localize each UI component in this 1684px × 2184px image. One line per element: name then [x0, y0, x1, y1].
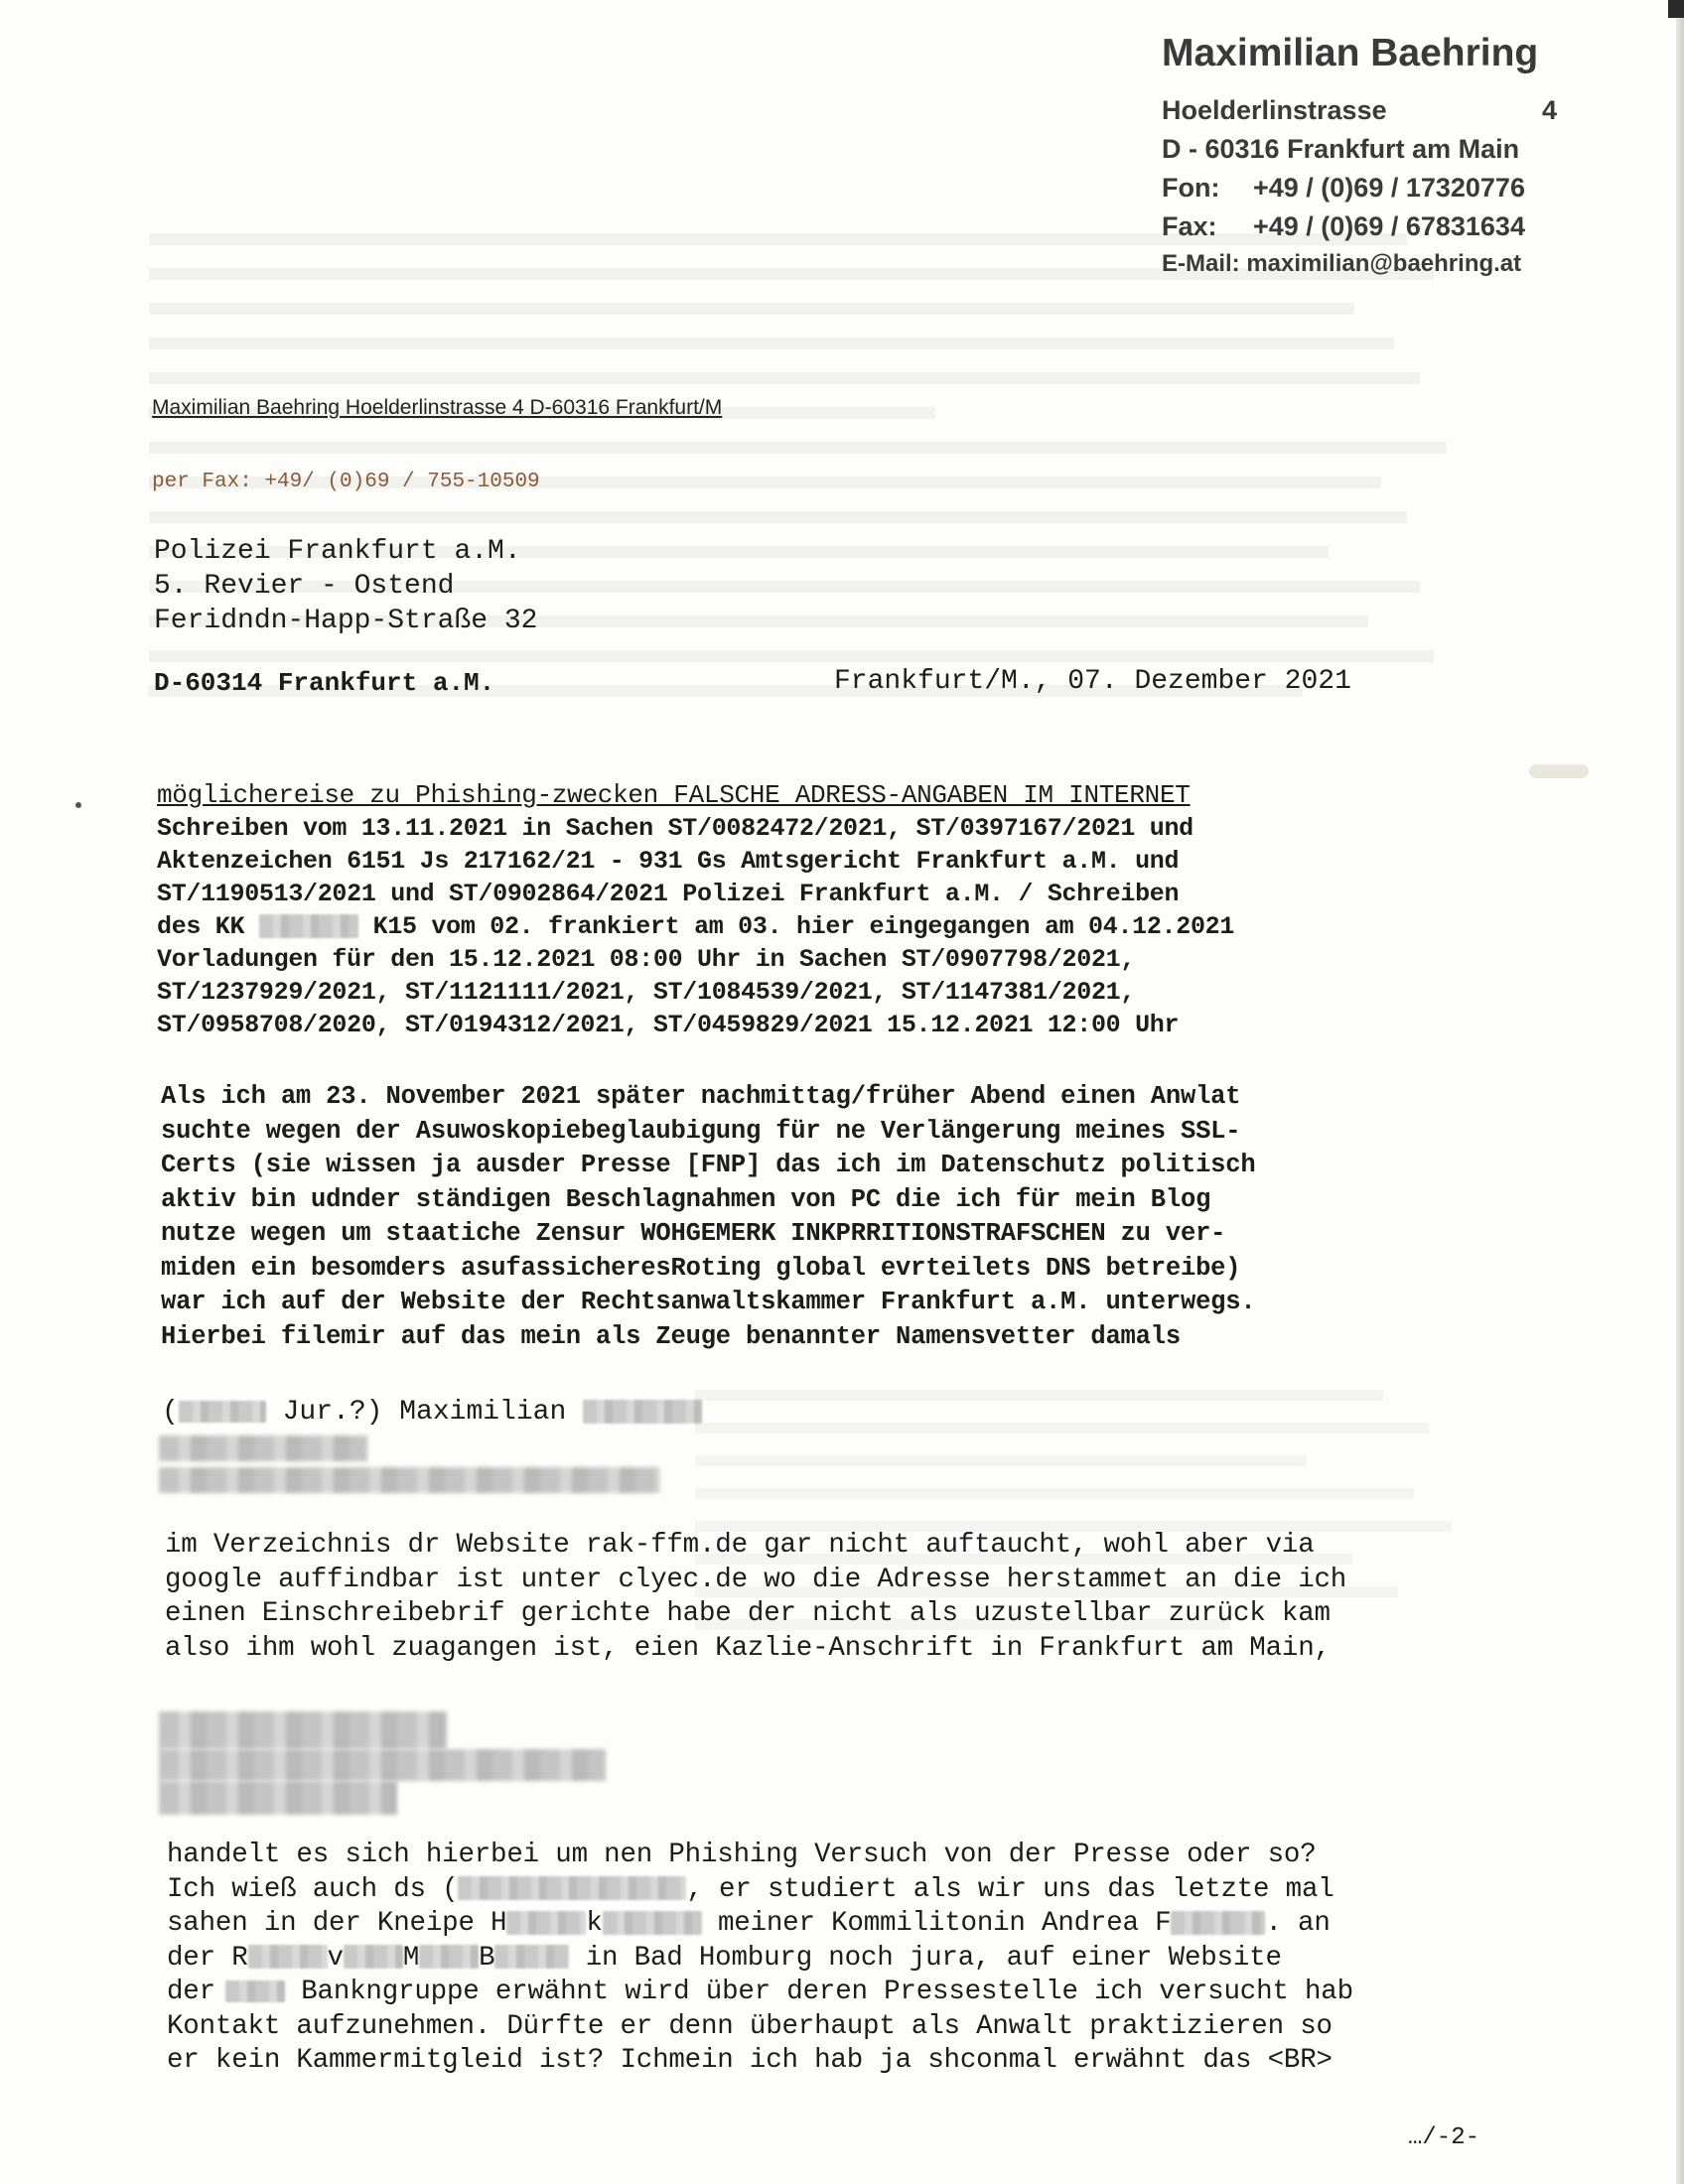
subject-line: [157, 910, 1234, 943]
redaction: [225, 1980, 285, 2002]
subject-title: möglichereise zu Phishing-zwecken FALSCHE ADRESS-ANGABEN IM INTERNET: [157, 780, 1191, 810]
paragraph-3: [167, 1839, 1353, 2079]
redaction: [1171, 1911, 1265, 1935]
redacted-address-block: [159, 1711, 447, 1749]
body-line: [167, 1942, 1353, 1977]
redaction: [494, 1945, 569, 1969]
redacted-address-line: [159, 1435, 367, 1461]
body-line: im Verzeichnis dr Website rak-ffm.de gar nicht auftaucht, wohl aber via: [165, 1530, 1315, 1561]
letterhead-fax-label: Fax:: [1162, 211, 1217, 241]
body-text: Bankngruppe erwähnt wird über deren Pressestelle ich versucht hab: [284, 1977, 1353, 2007]
letter-date: Frankfurt/M., 07. Dezember 2021: [834, 666, 1351, 697]
body-line: aktiv bin udnder ständigen Beschlagnahmen von PC die ich für mein Blog: [161, 1184, 1211, 1214]
paper-smudge: [1529, 764, 1589, 778]
letterhead-street: Hoelderlinstrasse: [1162, 95, 1387, 125]
name-text: (: [162, 1397, 179, 1428]
paragraph-2: [165, 1529, 1346, 1666]
body-line: google auffindbar ist unter clyec.de wo die Adresse herstammet an die ich: [165, 1564, 1347, 1595]
letterhead: [1162, 32, 1559, 289]
subject-line: ST/0958708/2020, ST/0194312/2021, ST/0459829/2021 15.12.2021 12:00 Uhr: [157, 1011, 1180, 1039]
redaction: [179, 1401, 266, 1423]
scan-corner-mark: [1668, 0, 1684, 18]
body-line: nutze wegen um staatiche Zensur WOHGEMERK INKPRRITIONSTRAFSCHEN zu ver-: [161, 1219, 1226, 1248]
redacted-address-line: [159, 1467, 660, 1493]
recipient-address: [154, 534, 537, 638]
letterhead-fax: +49 / (0)69 / 67831634: [1253, 211, 1525, 241]
body-text: v: [327, 1942, 344, 1974]
sender-return-address: Maximilian Baehring Hoelderlinstrasse 4 D-60316 Frankfurt/M: [152, 396, 723, 419]
body-text: , er studiert als wir uns das letzte mal: [686, 1873, 1334, 1905]
letterhead-fon: +49 / (0)69 / 17320776: [1253, 173, 1525, 203]
redaction: [583, 1400, 702, 1424]
body-text: der R: [167, 1942, 248, 1974]
redaction: [506, 1911, 586, 1935]
body-line: miden ein besomders asufassicheresRoting global evrteilets DNS betreibe): [161, 1253, 1241, 1283]
body-line: [167, 1976, 1353, 2010]
body-text: meiner Kommilitonin Andrea F: [701, 1908, 1172, 1939]
subject-line: Vorladungen für den 15.12.2021 08:00 Uhr in Sachen ST/0907798/2021,: [157, 945, 1136, 974]
letterhead-house-number: 4: [1541, 95, 1557, 125]
body-line: Kontakt aufzunehmen. Dürfte er denn überhaupt als Anwalt praktizieren so: [167, 2010, 1333, 2042]
letterhead-street-line: [1162, 95, 1559, 134]
page-continuation-marker: …/-2-: [1408, 2124, 1480, 2151]
body-text: . an: [1265, 1908, 1331, 1939]
recipient-city: D-60314 Frankfurt a.M.: [154, 668, 495, 698]
recipient-line: Polizei Frankfurt a.M.: [154, 536, 521, 567]
body-line: [167, 1873, 1353, 1908]
body-line: also ihm wohl zuagangen ist, eien Kazlie-Anschrift in Frankfurt am Main,: [165, 1632, 1331, 1664]
letterhead-fon-line: [1162, 173, 1559, 211]
body-line: war ich auf der Website der Rechtsanwaltskammer Frankfurt a.M. unterwegs.: [161, 1288, 1256, 1316]
page-edge: [1676, 0, 1684, 2184]
subject-line: Aktenzeichen 6151 Js 217162/21 - 931 Gs Amtsgericht Frankfurt a.M. und: [157, 847, 1180, 876]
ink-dot: [75, 802, 81, 808]
redaction: [419, 1945, 479, 1969]
redaction: [458, 1876, 686, 1900]
redaction: [259, 914, 358, 938]
body-line: Hierbei filemir auf das mein als Zeuge benannter Namensvetter damals: [161, 1321, 1181, 1351]
letterhead-email: E-Mail: maximilian@baehring.at: [1162, 250, 1522, 277]
letterhead-fon-label: Fon:: [1162, 173, 1220, 203]
body-line: [167, 1907, 1353, 1942]
body-line: Als ich am 23. November 2021 später nachmittag/früher Abend einen Anwlat: [161, 1082, 1241, 1111]
subject-text: K15 vom 02. frankiert am 03. hier eingegangen am 04.12.2021: [372, 912, 1235, 941]
redaction: [603, 1911, 702, 1935]
name-text: Jur.?) Maximilian: [265, 1397, 584, 1428]
subject-text: des KK: [157, 912, 245, 941]
body-text: B: [479, 1942, 495, 1974]
body-text: k: [586, 1908, 603, 1939]
body-text: sahen in der Kneipe H: [167, 1908, 507, 1939]
subject-line: ST/1190513/2021 und ST/0902864/2021 Polizei Frankfurt a.M. / Schreiben: [157, 880, 1180, 908]
redaction: [344, 1945, 403, 1969]
body-text: der: [167, 1977, 215, 2007]
body-line: suchte wegen der Asuwoskopiebeglaubigung für ne Verlängerung meines SSL-: [161, 1116, 1241, 1146]
paragraph-1: [161, 1080, 1255, 1354]
body-line: handelt es sich hierbei um nen Phishing Versuch von der Presse oder so?: [167, 1840, 1317, 1870]
body-line: Certs (sie wissen ja ausder Presse [FNP] das ich im Datenschutz politisch: [161, 1151, 1256, 1179]
recipient-line: Feridndn-Happ-Straße 32: [154, 606, 538, 636]
letterhead-fax-line: [1162, 211, 1559, 250]
redacted-address-block: [159, 1749, 606, 1781]
body-line: er kein Kammermitgleid ist? Ichmein ich hab ja shconmal erwähnt das <BR>: [167, 2045, 1333, 2076]
body-text: M: [402, 1942, 420, 1974]
subject-line: Schreiben vom 13.11.2021 in Sachen ST/0082472/2021, ST/0397167/2021 und: [157, 814, 1193, 843]
body-text: in Bad Homburg noch jura, auf einer Website: [569, 1942, 1282, 1974]
letterhead-city: D - 60316 Frankfurt am Main: [1162, 134, 1520, 164]
body-text: Ich wieß auch ds (: [167, 1873, 459, 1905]
witness-name-line: [162, 1397, 702, 1428]
recipient-line: 5. Revier - Ostend: [154, 571, 455, 602]
redaction: [248, 1945, 328, 1969]
body-line: einen Einschreibebrif gerichte habe der nicht als uzustellbar zurück kam: [165, 1598, 1331, 1629]
redacted-address-block: [159, 1781, 397, 1815]
fax-number-line: per Fax: +49/ (0)69 / 755-10509: [152, 471, 540, 493]
letterhead-name: Maximilian Baehring: [1162, 32, 1539, 74]
subject-line: ST/1237929/2021, ST/1121111/2021, ST/1084539/2021, ST/1147381/2021,: [157, 978, 1136, 1007]
subject-block: [157, 779, 1234, 1041]
